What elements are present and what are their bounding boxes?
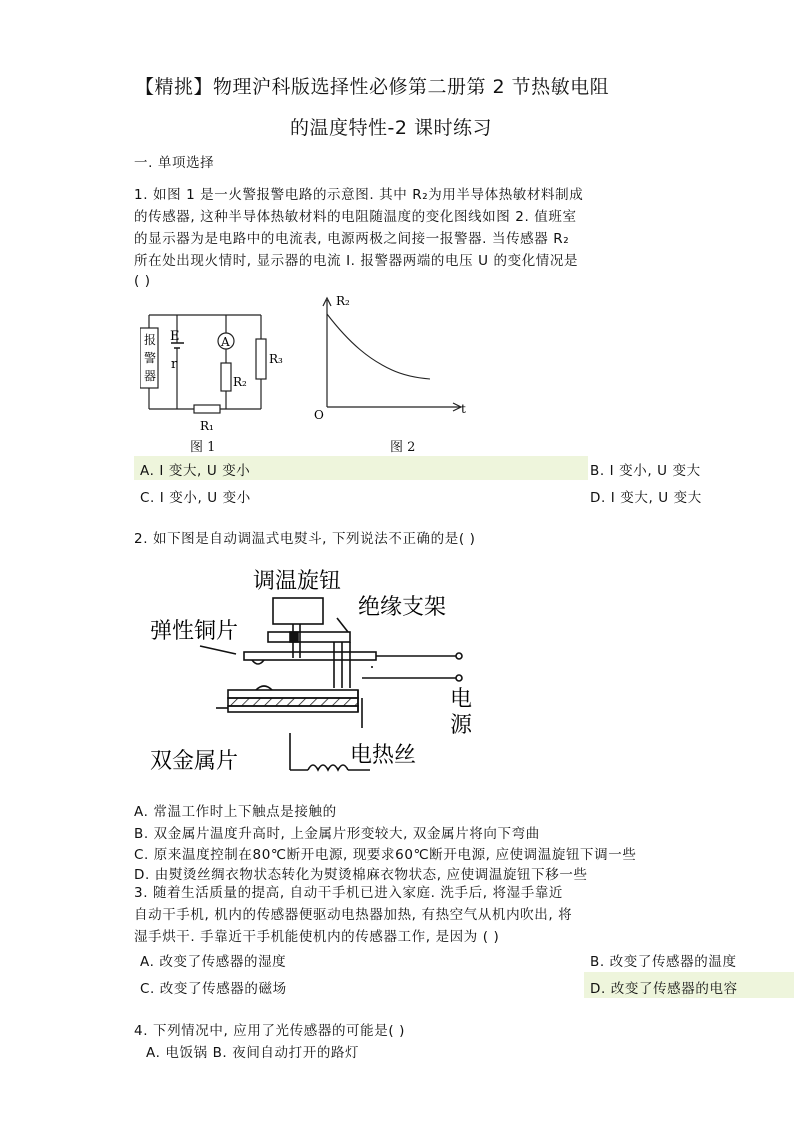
q1-line-3: 的显示器为是电路中的电流表, 电源两极之间接一报警器. 当传感器 R₂	[134, 231, 570, 247]
q2-option-d: D. 由熨烫丝绸衣物状态转化为熨烫棉麻衣物状态, 应使调温旋钮下移一些	[134, 867, 588, 883]
q2-option-c: C. 原来温度控制在80℃断开电源, 现要求60℃断开电源, 应使调温旋钮下调一些	[134, 847, 637, 863]
label-support: 绝缘支架	[358, 595, 447, 620]
q2-option-b: B. 双金属片温度升高时, 上金属片形变较大, 双金属片将向下弯曲	[134, 826, 540, 842]
resistance-curve	[327, 314, 430, 379]
electric-iron-diagram	[140, 558, 500, 790]
q1-line-5: ( )	[134, 273, 151, 289]
section-heading: 一. 单项选择	[134, 155, 215, 171]
q1-option-b: B. I 变小, U 变大	[590, 463, 701, 479]
q1-option-d: D. I 变大, U 变大	[590, 490, 702, 506]
label-R1: R₁	[200, 419, 214, 433]
q4-stem: 4. 下列情况中, 应用了光传感器的可能是( )	[134, 1023, 405, 1039]
label-knob: 调温旋钮	[253, 569, 342, 594]
q3-option-d: D. 改变了传感器的电容	[590, 981, 738, 997]
label-power-1: 电	[450, 687, 473, 712]
label-R3: R₃	[269, 352, 283, 366]
title-line-2: 的温度特性-2 课时练习	[290, 117, 492, 139]
alarm-char-2: 警	[144, 351, 157, 365]
label-heating-wire: 电热丝	[350, 743, 417, 768]
q1-option-c: C. I 变小, U 变小	[140, 490, 251, 506]
label-power-2: 源	[450, 713, 473, 738]
label-copper: 弹性铜片	[150, 619, 239, 644]
graph-origin: O	[314, 408, 324, 422]
q2-stem: 2. 如下图是自动调温式电熨斗, 下列说法不正确的是( )	[134, 531, 476, 547]
label-r: r	[171, 357, 178, 372]
heating-coil	[308, 765, 348, 770]
q4-options: A. 电饭锅 B. 夜间自动打开的路灯	[146, 1045, 360, 1061]
graph-y-label: R₂	[336, 294, 350, 308]
fig1-caption: 图 1	[190, 440, 216, 455]
alarm-char-3: 器	[144, 369, 157, 383]
q1-line-2: 的传感器, 这种半导体热敏材料的电阻随温度的变化图线如图 2. 值班室	[134, 209, 577, 225]
q1-line-1: 1. 如图 1 是一火警报警电路的示意图. 其中 R₂为用半导体热敏材料制成	[134, 187, 584, 203]
q2-option-a: A. 常温工作时上下触点是接触的	[134, 804, 337, 820]
resistance-temperature-graph	[310, 292, 480, 422]
q3-line-3: 湿手烘干. 手靠近干手机能使机内的传感器工作, 是因为 ( )	[134, 929, 500, 945]
q3-line-1: 3. 随着生活质量的提高, 自动干手机已进入家庭. 洗手后, 将湿手靠近	[134, 885, 564, 901]
q1-option-a: A. I 变大, U 变小	[140, 463, 251, 479]
ammeter-label: A	[221, 335, 230, 349]
q3-option-b: B. 改变了传感器的温度	[590, 954, 737, 970]
q3-option-a: A. 改变了传感器的湿度	[140, 954, 287, 970]
q1-line-4: 所在处出现火情时, 显示器的电流 I. 报警器两端的电压 U 的变化情况是	[134, 253, 579, 269]
label-E: E	[170, 329, 180, 344]
graph-x-label: t	[461, 402, 466, 416]
knob-block	[273, 598, 323, 624]
q3-line-2: 自动干手机, 机内的传感器便驱动电热器加热, 有热空气从机内吹出, 将	[134, 907, 573, 923]
circuit-diagram	[140, 306, 290, 434]
title-line-1: 【精挑】物理沪科版选择性必修第二册第 2 节热敏电阻	[135, 76, 610, 98]
alarm-char-1: 报	[144, 333, 157, 347]
q3-option-c: C. 改变了传感器的磁场	[140, 981, 287, 997]
label-R2: R₂	[233, 375, 247, 389]
fig2-caption: 图 2	[390, 440, 416, 455]
label-bimetal: 双金属片	[150, 749, 239, 774]
